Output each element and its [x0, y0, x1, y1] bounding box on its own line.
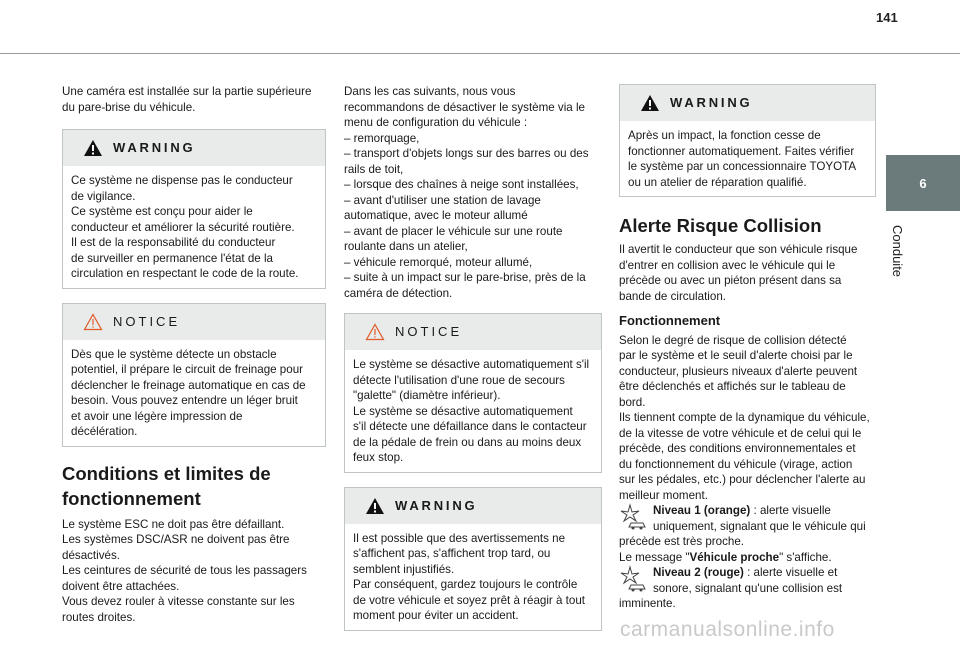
column-1 — [62, 84, 326, 625]
warning-box-3 — [619, 84, 876, 197]
operation-body: Selon le degré de risque de collision détecté par le système et le seuil d'alerte choisi par le conducteur, plusieurs niveaux d'alerte peuvent être déclenchés et affichés sur le tableau de bord. Ils tiennent compte de la dynamique du véhicule, de la vitesse de votre véhicule et de celui qui le précède, des conditions environnementales et du fonctionnement du véhicule (virage, action sur les pédales, etc.) pour déclencher l'alerte au meilleur moment. — [619, 333, 870, 502]
subheading-operation: Fonctionnement — [619, 313, 721, 328]
column-2 — [344, 84, 602, 631]
collision-alert-icon — [619, 503, 647, 531]
header-rule — [0, 53, 960, 54]
column-3 — [619, 84, 877, 612]
warning-title: WARNING — [670, 95, 753, 111]
level-2-text-cont: imminente. — [619, 597, 676, 610]
warning-header — [620, 85, 875, 121]
section-heading-conditions: Conditions et limites de fonctionnement — [62, 462, 271, 509]
warning-icon — [365, 497, 385, 515]
warning-title: WARNING — [113, 140, 196, 156]
alert-level-2 — [619, 565, 877, 596]
conditions-body: Le système ESC ne doit pas être défaillant. Les systèmes DSC/ASR ne doivent pas être désactivés. Les ceintures de sécurité de tous les passagers doivent être attachées. Vous devez rouler à vitesse constante sur les routes droites. — [62, 517, 307, 624]
warning-box-1 — [62, 129, 326, 289]
notice-header — [63, 304, 325, 340]
section-heading-collision: Alerte Risque Collision — [619, 215, 822, 236]
notice-header — [345, 314, 601, 350]
warning-text: Après un impact, la fonction cesse de fonctionner automatiquement. Faites vérifier le système par un concessionnaire TOYOTA ou un atelier de réparation qualifié. — [628, 129, 857, 189]
alert-level-1 — [619, 503, 877, 534]
notice-box-2 — [344, 313, 602, 473]
chapter-label-text: Conduite — [890, 225, 905, 278]
level-1-text: : alerte visuelle uniquement, signalant que le véhicule qui — [653, 504, 866, 533]
level-2-label: Niveau 2 (rouge) — [653, 566, 744, 579]
notice-box-1 — [62, 303, 326, 447]
deactivation-cases: Dans les cas suivants, nous vous recommandons de désactiver le système via le menu de configuration du véhicule : – remorquage, – transport d'objets longs sur des barres ou des rails de toit, – lorsque des chaînes à neige sont installées, – avant d'utiliser une station de lavage automatique, avec le moteur allumé – avant de placer le véhicule sur une route roulante dans un atelier, – véhicule remorqué, moteur allumé, – suite à un impact sur le pare-brise, près de la caméra de détection. — [344, 85, 589, 300]
level-2-text: : alerte visuelle et sonore, signalant qu'une collision est — [653, 566, 843, 595]
warning-title: WARNING — [395, 497, 478, 513]
chapter-label — [875, 225, 915, 305]
warning-box-2 — [344, 487, 602, 631]
level-1-text-end: " s'affiche. — [779, 550, 832, 564]
message-vehicule-proche: Véhicule proche — [689, 550, 780, 564]
level-1-text-cont: précède est très proche. Le message " — [619, 535, 745, 564]
collision-intro: Il avertit le conducteur que son véhicule risque d'entrer en collision avec le véhicule qui le précède ou avec un piéton présent dans sa bande de circulation. — [619, 243, 858, 303]
chapter-tab[interactable]: 6 — [886, 155, 960, 211]
collision-alert-icon — [619, 565, 647, 593]
warning-header — [345, 488, 601, 524]
warning-header — [63, 130, 325, 166]
notice-icon — [83, 313, 103, 331]
notice-title: NOTICE — [113, 313, 181, 329]
watermark: carmanualsonline.info — [620, 618, 835, 641]
notice-text: Dès que le système détecte un obstacle potentiel, il prépare le circuit de freinage pour déclencher le freinage automatique en cas de besoin. Vous pouvez entendre un léger bruit et avoir une légère impression de décélération. — [71, 347, 306, 438]
page-number: 141 — [876, 10, 898, 25]
notice-text: Le système se désactive automatiquement s'il détecte l'utilisation d'une roue de secours "galette" (diamètre inférieur). Le système se désactive automatiquement s'il détecte une défaillance dans le contacteur de la pédale de frein ou dans au moins deux feux stop. — [353, 358, 590, 464]
camera-intro: Une caméra est installée sur la partie supérieure du pare-brise du véhicule. — [62, 85, 312, 114]
level-1-label: Niveau 1 (orange) — [653, 504, 751, 517]
warning-text: Il est possible que des avertissements ne s'affichent pas, s'affichent trop tard, ou semblent injustifiés. Par conséquent, gardez toujours le contrôle de votre véhicule et soyez prêt à réagir à tout moment pour éviter un accident. — [353, 531, 586, 622]
warning-icon — [83, 139, 103, 157]
notice-icon — [365, 323, 385, 341]
warning-text: Ce système ne dispense pas le conducteur de vigilance. Ce système est conçu pour aider le conducteur et améliorer la sécurité routière. Il est de la responsabilité du conducteur de surveiller en permanence l'état de la circulation en respectant le code de la route. — [71, 174, 299, 280]
warning-icon — [640, 94, 660, 112]
notice-title: NOTICE — [395, 324, 463, 340]
